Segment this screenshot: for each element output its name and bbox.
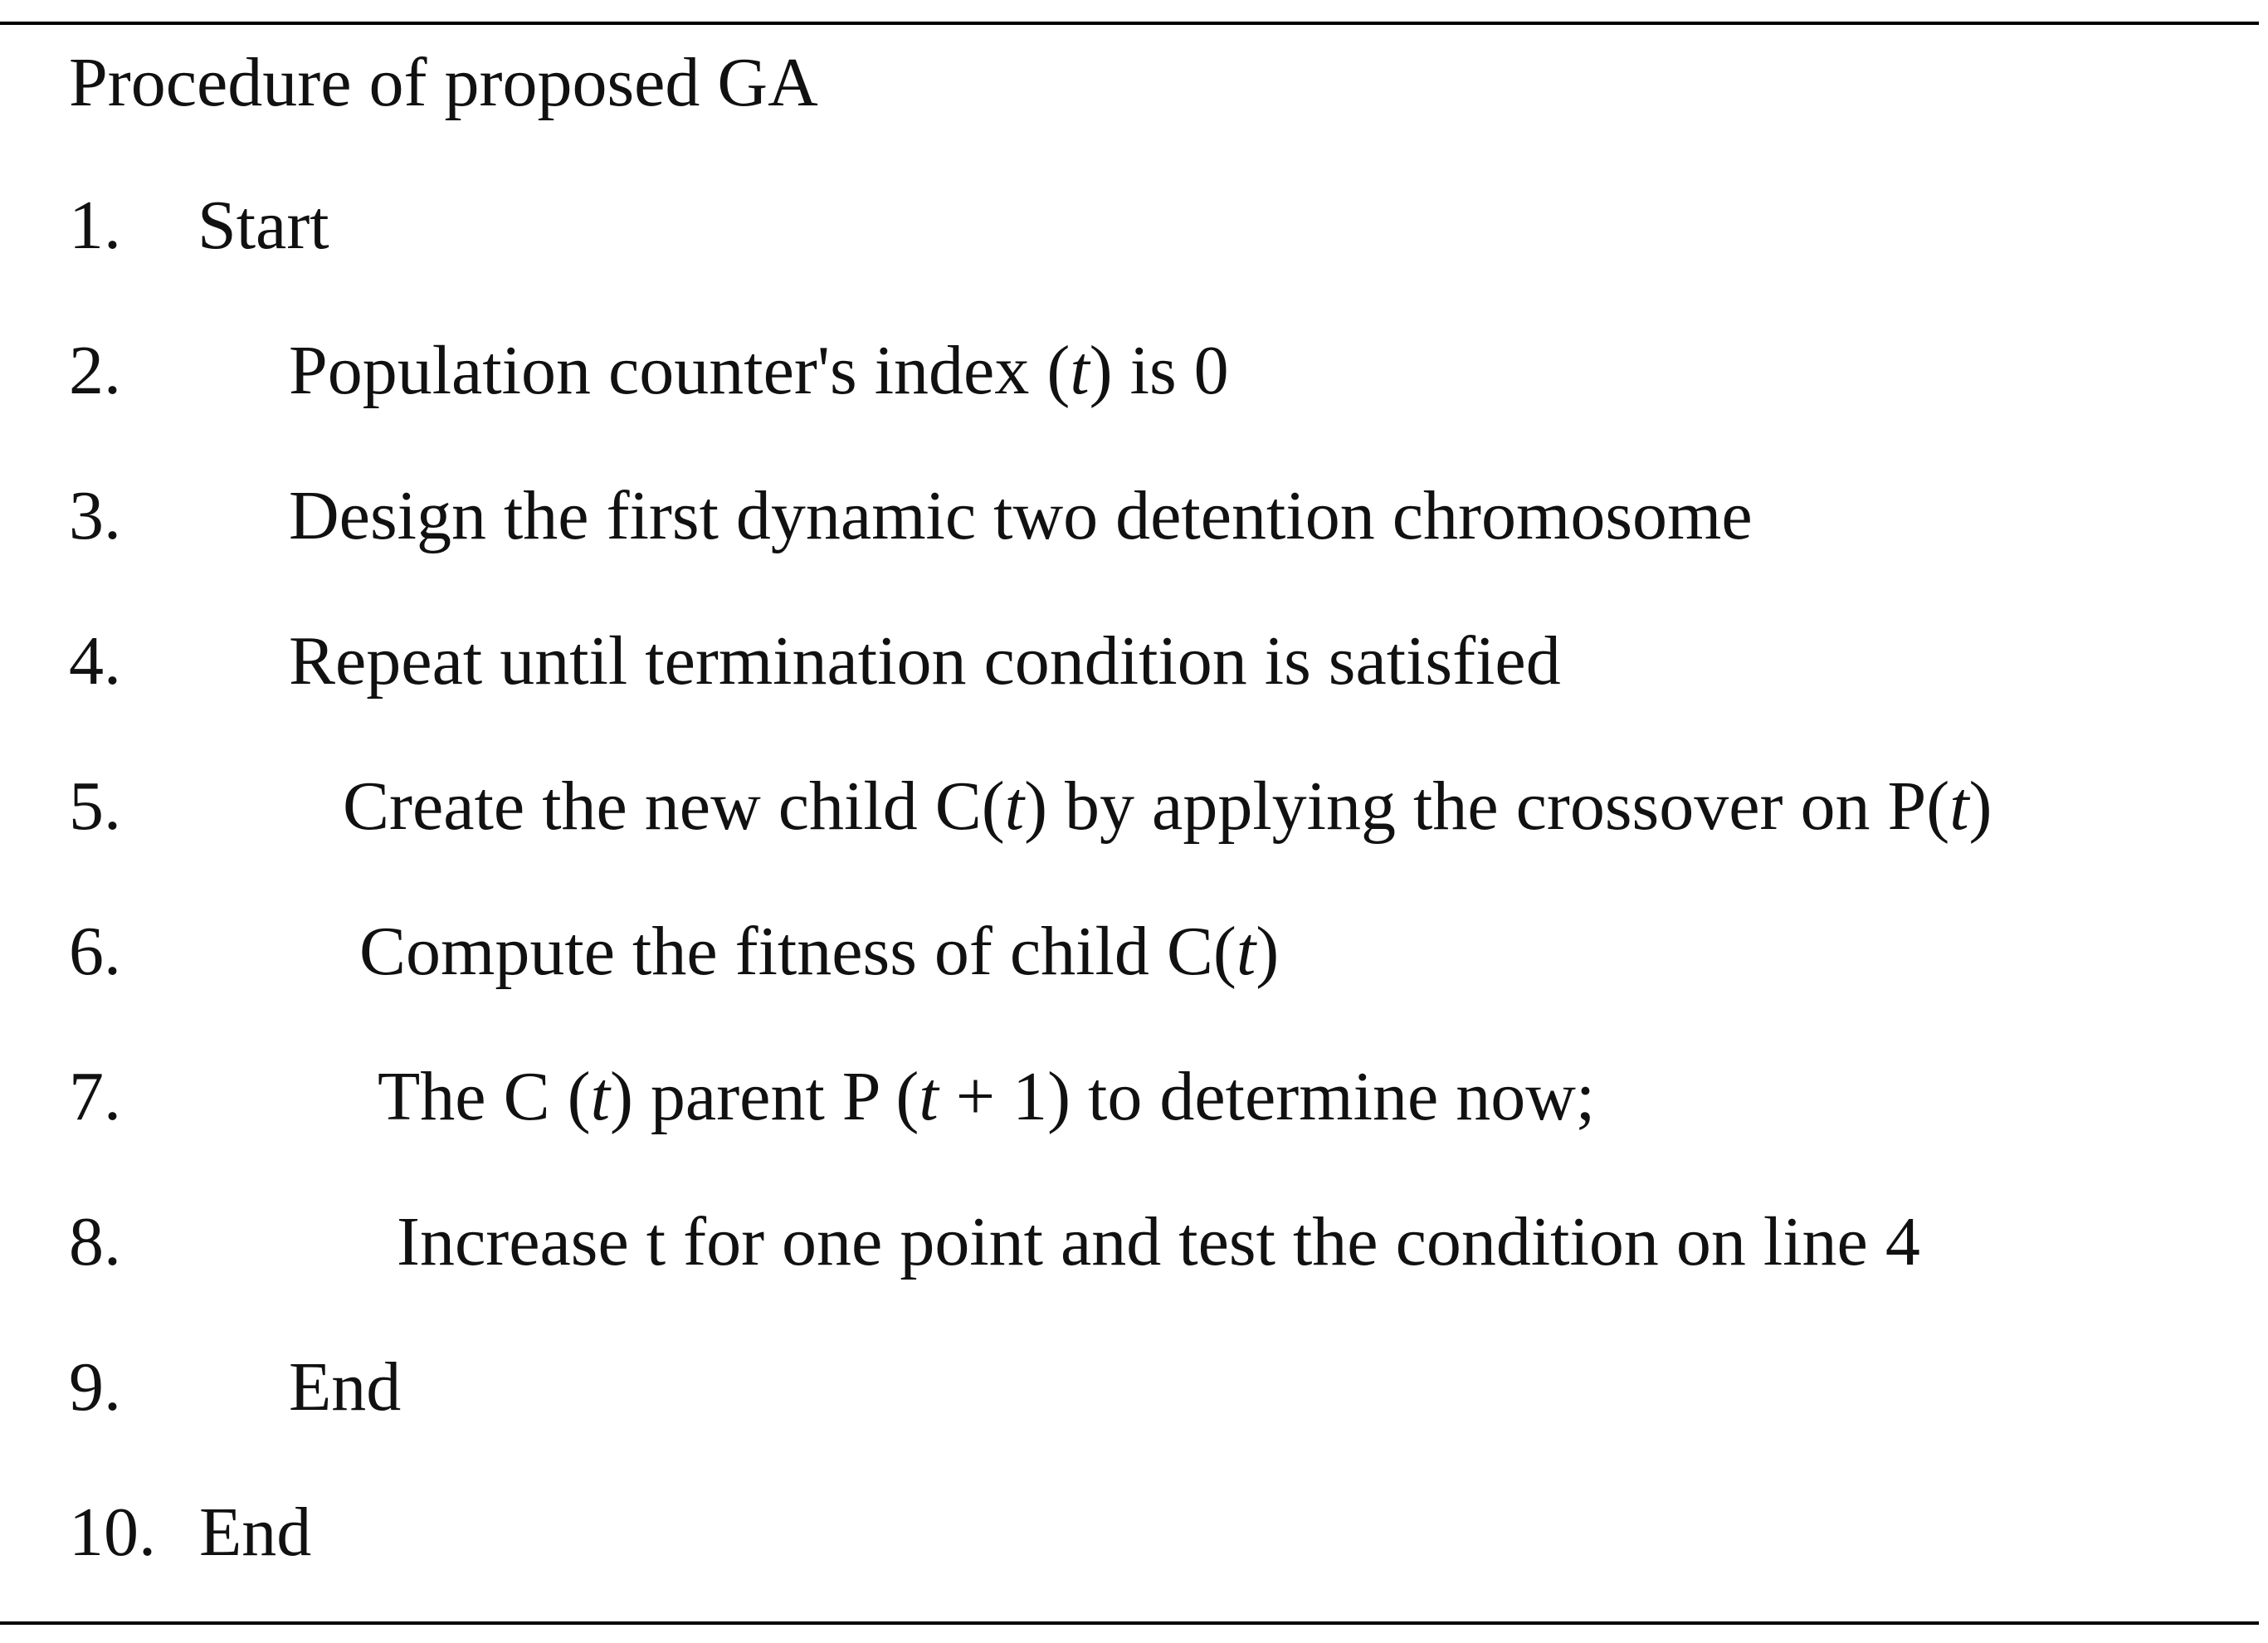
step-text — [397, 1201, 1920, 1284]
text-segment: Repeat until termination condition is satisfied — [289, 622, 1561, 700]
text-segment: Design the first dynamic two detention chromosome — [289, 477, 1753, 554]
step-text — [289, 1346, 401, 1429]
step-number: 2. — [69, 332, 121, 409]
text-segment: Increase t for one point and test the condition on line 4 — [397, 1203, 1920, 1280]
text-segment: ) — [1968, 768, 1992, 845]
math-variable: t — [590, 1058, 610, 1135]
step-number: 5. — [69, 768, 121, 845]
step-text — [289, 329, 1229, 412]
text-segment: ) — [1256, 913, 1280, 990]
math-variable: t — [1070, 332, 1090, 409]
math-variable: t — [1004, 768, 1025, 845]
step-text — [289, 620, 1561, 703]
step-number: 1. — [69, 187, 121, 264]
step-number: 6. — [69, 913, 121, 990]
math-variable: t — [1949, 768, 1969, 845]
text-segment: ) is 0 — [1089, 332, 1229, 409]
text-segment: Create the new child C( — [343, 768, 1005, 845]
step-text — [198, 184, 329, 267]
text-segment: End — [289, 1348, 402, 1426]
step-text — [378, 1056, 1595, 1138]
text-segment: ) by applying the crossover on P( — [1024, 768, 1950, 845]
step-number: 10. — [69, 1494, 156, 1571]
step-number: 4. — [69, 622, 121, 700]
bottom-rule — [0, 1621, 2259, 1625]
step-number: 7. — [69, 1058, 121, 1135]
step-number: 3. — [69, 477, 121, 554]
text-segment: ) parent P ( — [609, 1058, 919, 1135]
text-segment: Population counter's index ( — [289, 332, 1071, 409]
step-number: 8. — [69, 1203, 121, 1280]
text-segment: Start — [198, 187, 329, 264]
math-variable: t — [919, 1058, 939, 1135]
text-segment: Compute the fitness of child C( — [359, 913, 1236, 990]
step-text — [343, 765, 1992, 848]
step-number: 9. — [69, 1348, 121, 1426]
text-segment: + 1) to determine now; — [938, 1058, 1596, 1135]
algorithm-title: Procedure of proposed GA — [69, 44, 818, 121]
text-segment: End — [199, 1494, 312, 1571]
text-segment: The C ( — [378, 1058, 591, 1135]
step-text — [199, 1491, 311, 1574]
step-text — [289, 475, 1753, 558]
step-text — [359, 910, 1279, 993]
top-rule — [0, 22, 2259, 25]
math-variable: t — [1236, 913, 1256, 990]
